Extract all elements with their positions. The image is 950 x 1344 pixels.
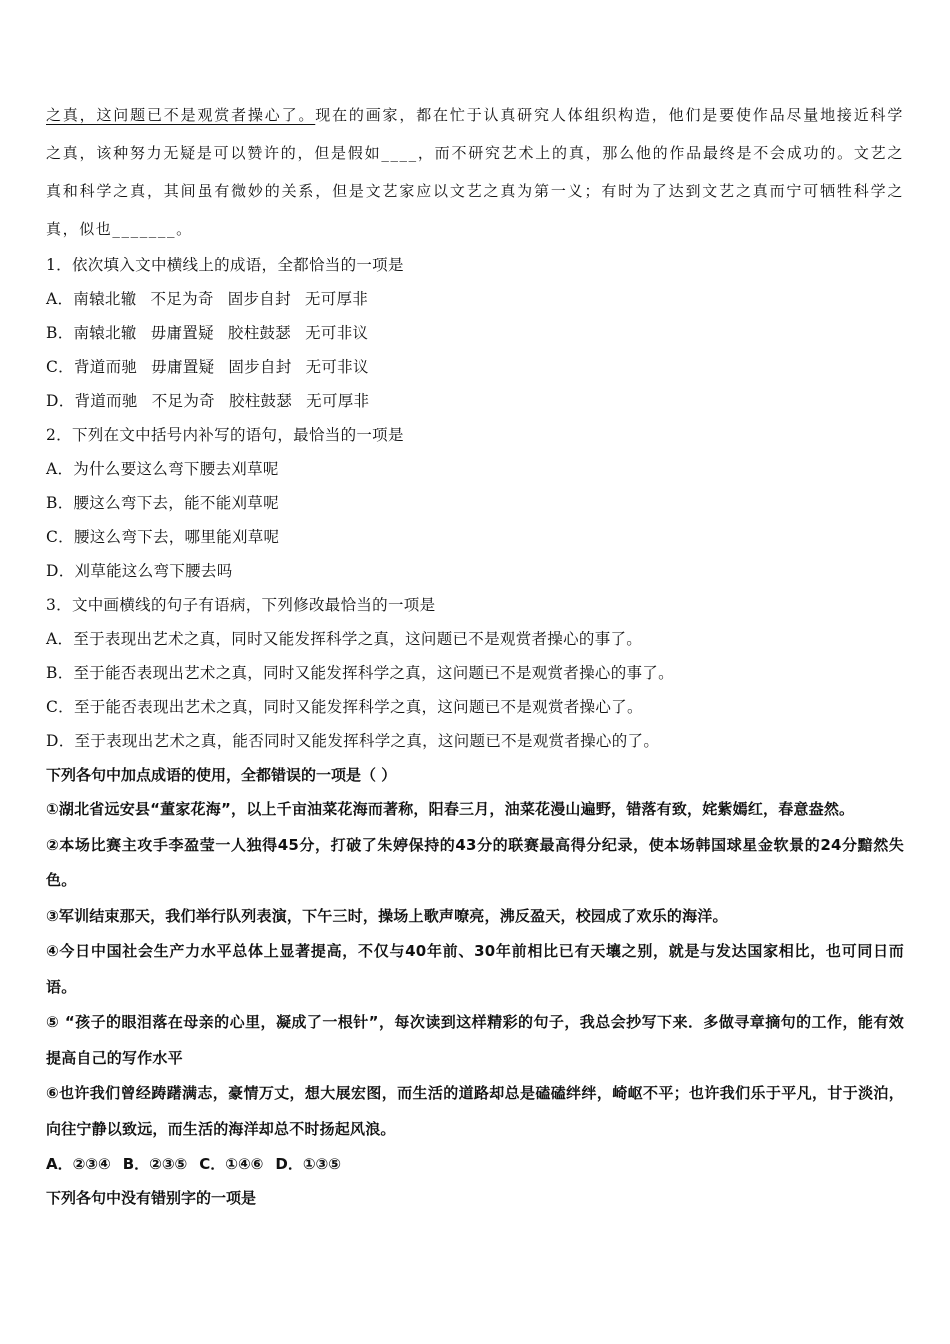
passage-text: 现在的画家，都在忙于认真研究人体组织构造，他们是要使作品尽量地接近科学之真，该种努力无疑是可以赞许的，但是假如____，而不研究艺术上的真，那么他的作品最终是不会成功的。文艺之真和科学之真，其间虽有微妙的关系，但是文艺家应以文艺之真为第一义；有时为了达到文艺之真而宁可牺牲科学之真，似也_______。	[46, 106, 904, 238]
idiom-item-4: ④今日中国社会生产力水平总体上显著提高，不仅与40年前、30年前相比已有天壤之别，就是与发达国家相比，也可同日而语。	[46, 942, 904, 996]
next-question-stem: 下列各句中没有错别字的一项是	[46, 1189, 257, 1207]
idiom-question-stem: 下列各句中加点成语的使用，全都错误的一项是（ ）	[46, 766, 397, 784]
idiom-answer-options	[46, 1147, 904, 1181]
idiom-item-6: ⑥也许我们曾经踌躇满志，豪情万丈，想大展宏图，而生活的道路却总是磕磕绊绊，崎岖不平；也许我们乐于平凡，甘于淡泊，向往宁静以致远，而生活的海洋却总不时扬起风浪。	[46, 1084, 904, 1138]
question-2-option-b: B．腰这么弯下去，能不能刈草呢	[46, 494, 279, 512]
answer-option-b: B．②③⑤	[122, 1155, 188, 1173]
idiom-item-2: ②本场比赛主攻手李盈莹一人独得45分，打破了朱婷保持的43分的联赛最高得分纪录，使本场韩国球星金软景的24分黯然失色。	[46, 835, 904, 889]
question-2-option-a: A．为什么要这么弯下腰去刈草呢	[46, 460, 279, 478]
question-1-option-c: C．背道而驰 毋庸置疑 固步自封 无可非议	[46, 358, 369, 376]
underlined-sentence: 之真，这问题已不是观赏者操心了。	[46, 106, 316, 124]
reading-passage	[46, 96, 904, 248]
question-1-option-b: B．南辕北辙 毋庸置疑 胶柱鼓瑟 无可非议	[46, 324, 369, 342]
question-1-stem: 1．依次填入文中横线上的成语，全都恰当的一项是	[46, 256, 404, 274]
question-3-stem: 3．文中画横线的句子有语病，下列修改最恰当的一项是	[46, 596, 436, 614]
answer-option-a: A．②③④	[46, 1155, 111, 1173]
question-3-option-a: A．至于表现出艺术之真，同时又能发挥科学之真，这问题已不是观赏者操心的事了。	[46, 630, 643, 648]
idiom-item-3: ③军训结束那天，我们举行队列表演，下午三时，操场上歌声嘹亮，沸反盈天，校园成了欢乐的海洋。	[46, 906, 728, 925]
answer-option-d: D．①③⑤	[275, 1155, 341, 1173]
question-3-option-c: C．至于能否表现出艺术之真，同时又能发挥科学之真，这问题已不是观赏者操心了。	[46, 698, 643, 716]
question-2-stem: 2．下列在文中括号内补写的语句，最恰当的一项是	[46, 426, 404, 444]
idiom-item-5: ⑤ “孩子的眼泪落在母亲的心里，凝成了一根针”，每次读到这样精彩的句子，我总会抄写下来．多做寻章摘句的工作，能有效提高自己的写作水平	[46, 1013, 904, 1067]
question-1-option-d: D．背道而驰 不足为奇 胶柱鼓瑟 无可厚非	[46, 392, 370, 410]
document-page	[46, 96, 904, 1215]
question-2-option-d: D．刈草能这么弯下腰去吗	[46, 562, 233, 580]
question-3-option-b: B．至于能否表现出艺术之真，同时又能发挥科学之真，这问题已不是观赏者操心的事了。	[46, 664, 674, 682]
question-1-option-a: A．南辕北辙 不足为奇 固步自封 无可厚非	[46, 290, 369, 308]
question-2-option-c: C．腰这么弯下去，哪里能刈草呢	[46, 528, 280, 546]
idiom-item-1: ①湖北省远安县“董家花海”，以上千亩油菜花海而著称，阳春三月，油菜花漫山遍野，错落有致，姹紫嫣红，春意盎然。	[46, 800, 855, 818]
question-3-option-d: D．至于表现出艺术之真，能否同时又能发挥科学之真，这问题已不是观赏者操心的了。	[46, 732, 660, 750]
answer-option-c: C．①④⑥	[199, 1155, 264, 1173]
